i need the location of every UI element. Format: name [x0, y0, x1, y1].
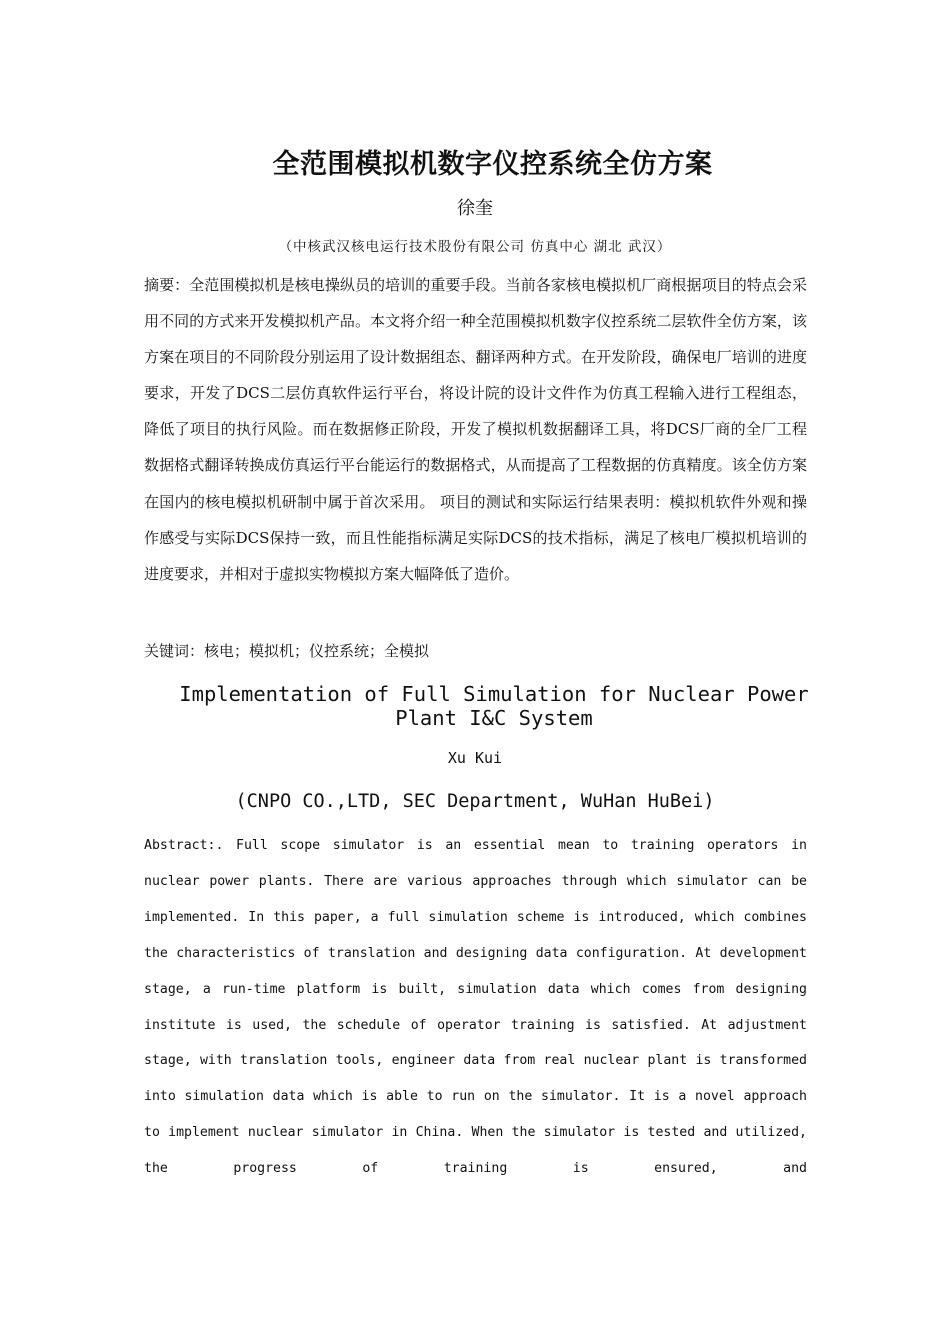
- english-affiliation: (CNPO CO.,LTD, SEC Department, WuHan HuBei): [235, 791, 715, 812]
- chinese-title: 全范围模拟机数字仪控系统全仿方案: [272, 149, 713, 180]
- english-author: Xu Kui: [447, 749, 503, 767]
- chinese-affiliation: （中核武汉核电运行技术股份有限公司 仿真中心 湖北 武汉）: [278, 239, 672, 255]
- english-abstract: Abstract:. Full scope simulator is an essential mean to training operators in nuclear power plants. There are various approaches through which simulator can be implemented. In this paper, a full simulation scheme is introduced, which combines the characteristics of translation and designing data configuration. At development stage, a run-time platform is built, simulation data which comes from designing institute is used, the schedule of operator training is satisfied. At adjustment stage, with translation tools, engineer data from real nuclear plant is transformed into simulation data which is able to run on the simulator. It is a novel approach to implement nuclear simulator in China. When the simulator is tested and utilized, the progress of training is ensured, and: [144, 838, 807, 1177]
- chinese-abstract: 摘要：全范围模拟机是核电操纵员的培训的重要手段。当前各家核电模拟机厂商根据项目的特点会采用不同的方式来开发模拟机产品。本文将介绍一种全范围模拟机数字仪控系统二层软件全仿方案，该方案在项目的不同阶段分别运用了设计数据组态、翻译两种方式。在开发阶段，确保电厂培训的进度要求，开发了DCS二层仿真软件运行平台，将设计院的设计文件作为仿真工程输入进行工程组态，降低了项目的执行风险。而在数据修正阶段，开发了模拟机数据翻译工具，将DCS厂商的全厂工程数据格式翻译转换成仿真运行平台能运行的数据格式，从而提高了工程数据的仿真精度。该全仿方案在国内的核电模拟机研制中属于首次采用。 项目的测试和实际运行结果表明：模拟机软件外观和操作感受与实际DCS保持一致，而且性能指标满足实际DCS的技术指标，满足了核电厂模拟机培训的进度要求，并相对于虚拟实物模拟方案大幅降低了造价。: [144, 276, 807, 583]
- chinese-author: 徐奎: [457, 198, 493, 219]
- chinese-keywords: 关键词：核电；模拟机；仪控系统；全模拟: [144, 642, 430, 660]
- english-title: Implementation of Full Simulation for Nuclear Power Plant I&C System: [179, 682, 809, 730]
